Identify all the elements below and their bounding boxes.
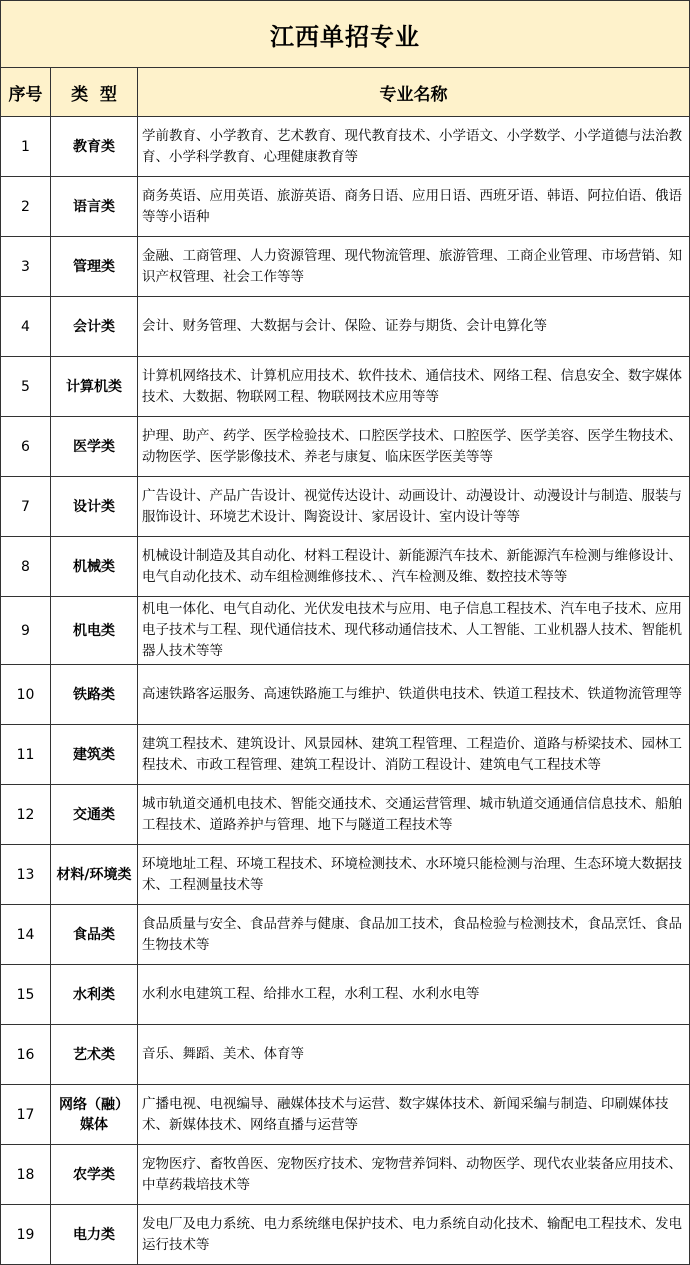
row-number: 5 [1, 357, 51, 417]
row-category: 机械类 [51, 537, 138, 597]
row-number: 1 [1, 117, 51, 177]
table-row [1, 357, 690, 417]
row-number: 2 [1, 177, 51, 237]
row-majors: 发电厂及电力系统、电力系统继电保护技术、电力系统自动化技术、输配电工程技术、发电运行技术等 [138, 1205, 690, 1265]
row-category: 电力类 [51, 1205, 138, 1265]
table-row [1, 965, 690, 1025]
row-majors: 环境地址工程、环境工程技术、环境检测技术、水环境只能检测与治理、生态环境大数据技术、工程测量技术等 [138, 845, 690, 905]
header-majors: 专业名称 [138, 68, 690, 117]
table-row [1, 297, 690, 357]
row-majors: 计算机网络技术、计算机应用技术、软件技术、通信技术、网络工程、信息安全、数字媒体技术、大数据、物联网工程、物联网技术应用等等 [138, 357, 690, 417]
row-number: 4 [1, 297, 51, 357]
row-number: 6 [1, 417, 51, 477]
row-majors: 商务英语、应用英语、旅游英语、商务日语、应用日语、西班牙语、韩语、阿拉伯语、俄语等等小语种 [138, 177, 690, 237]
row-majors: 音乐、舞蹈、美术、体育等 [138, 1025, 690, 1085]
row-number: 8 [1, 537, 51, 597]
header-no: 序号 [1, 68, 51, 117]
row-category: 交通类 [51, 785, 138, 845]
row-majors: 金融、工商管理、人力资源管理、现代物流管理、旅游管理、工商企业管理、市场营销、知识产权管理、社会工作等等 [138, 237, 690, 297]
row-number: 7 [1, 477, 51, 537]
table-row [1, 477, 690, 537]
row-majors: 宠物医疗、畜牧兽医、宠物医疗技术、宠物营养饲料、动物医学、现代农业装备应用技术、中草药栽培技术等 [138, 1145, 690, 1205]
table-row [1, 665, 690, 725]
row-category: 设计类 [51, 477, 138, 537]
row-category: 农学类 [51, 1145, 138, 1205]
row-majors: 机电一体化、电气自动化、光伏发电技术与应用、电子信息工程技术、汽车电子技术、应用电子技术与工程、现代通信技术、现代移动通信技术、人工智能、工业机器人技术、智能机器人技术等等 [138, 597, 690, 665]
row-number: 17 [1, 1085, 51, 1145]
row-number: 16 [1, 1025, 51, 1085]
table-row [1, 177, 690, 237]
row-majors: 高速铁路客运服务、高速铁路施工与维护、铁道供电技术、铁道工程技术、铁道物流管理等 [138, 665, 690, 725]
table-row [1, 785, 690, 845]
header-category: 类 型 [51, 68, 138, 117]
table-row [1, 905, 690, 965]
table-row [1, 237, 690, 297]
row-number: 14 [1, 905, 51, 965]
table-row [1, 417, 690, 477]
row-category: 铁路类 [51, 665, 138, 725]
row-number: 15 [1, 965, 51, 1025]
row-number: 10 [1, 665, 51, 725]
row-majors: 城市轨道交通机电技术、智能交通技术、交通运营管理、城市轨道交通通信信息技术、船舶工程技术、道路养护与管理、地下与隧道工程技术等 [138, 785, 690, 845]
table-row [1, 1085, 690, 1145]
row-category: 医学类 [51, 417, 138, 477]
table-row [1, 117, 690, 177]
row-number: 12 [1, 785, 51, 845]
row-category: 管理类 [51, 237, 138, 297]
row-number: 3 [1, 237, 51, 297]
row-category: 会计类 [51, 297, 138, 357]
row-number: 19 [1, 1205, 51, 1265]
row-category: 水利类 [51, 965, 138, 1025]
row-category: 语言类 [51, 177, 138, 237]
row-majors: 建筑工程技术、建筑设计、风景园林、建筑工程管理、工程造价、道路与桥梁技术、园林工程技术、市政工程管理、建筑工程设计、消防工程设计、建筑电气工程技术等 [138, 725, 690, 785]
table-row [1, 1025, 690, 1085]
row-category: 网络（融）媒体 [51, 1085, 138, 1145]
table-body [1, 117, 690, 1265]
row-majors: 护理、助产、药学、医学检验技术、口腔医学技术、口腔医学、医学美容、医学生物技术、动物医学、医学影像技术、养老与康复、临床医学医美等等 [138, 417, 690, 477]
row-category: 计算机类 [51, 357, 138, 417]
table-row [1, 1145, 690, 1205]
row-majors: 广播电视、电视编导、融媒体技术与运营、数字媒体技术、新闻采编与制造、印刷媒体技术、新媒体技术、网络直播与运营等 [138, 1085, 690, 1145]
header-row [1, 68, 690, 117]
row-number: 9 [1, 597, 51, 665]
row-category: 机电类 [51, 597, 138, 665]
row-category: 教育类 [51, 117, 138, 177]
table-row [1, 845, 690, 905]
row-number: 18 [1, 1145, 51, 1205]
row-category: 建筑类 [51, 725, 138, 785]
row-category: 食品类 [51, 905, 138, 965]
row-category: 材料/环境类 [51, 845, 138, 905]
row-majors: 机械设计制造及其自动化、材料工程设计、新能源汽车技术、新能源汽车检测与维修设计、电气自动化技术、动车组检测维修技术、、汽车检测及维、数控技术等等 [138, 537, 690, 597]
row-majors: 水利水电建筑工程、给排水工程，水利工程、水利水电等 [138, 965, 690, 1025]
table-row [1, 1205, 690, 1265]
row-category: 艺术类 [51, 1025, 138, 1085]
table-title: 江西单招专业 [1, 1, 690, 68]
row-majors: 广告设计、产品广告设计、视觉传达设计、动画设计、动漫设计、动漫设计与制造、服装与服饰设计、环境艺术设计、陶瓷设计、家居设计、室内设计等等 [138, 477, 690, 537]
table-row [1, 537, 690, 597]
table-row [1, 725, 690, 785]
row-number: 11 [1, 725, 51, 785]
row-majors: 学前教育、小学教育、艺术教育、现代教育技术、小学语文、小学数学、小学道德与法治教育、小学科学教育、心理健康教育等 [138, 117, 690, 177]
row-number: 13 [1, 845, 51, 905]
row-majors: 会计、财务管理、大数据与会计、保险、证券与期货、会计电算化等 [138, 297, 690, 357]
table-row [1, 597, 690, 665]
row-majors: 食品质量与安全、食品营养与健康、食品加工技术，食品检验与检测技术，食品烹饪、食品生物技术等 [138, 905, 690, 965]
